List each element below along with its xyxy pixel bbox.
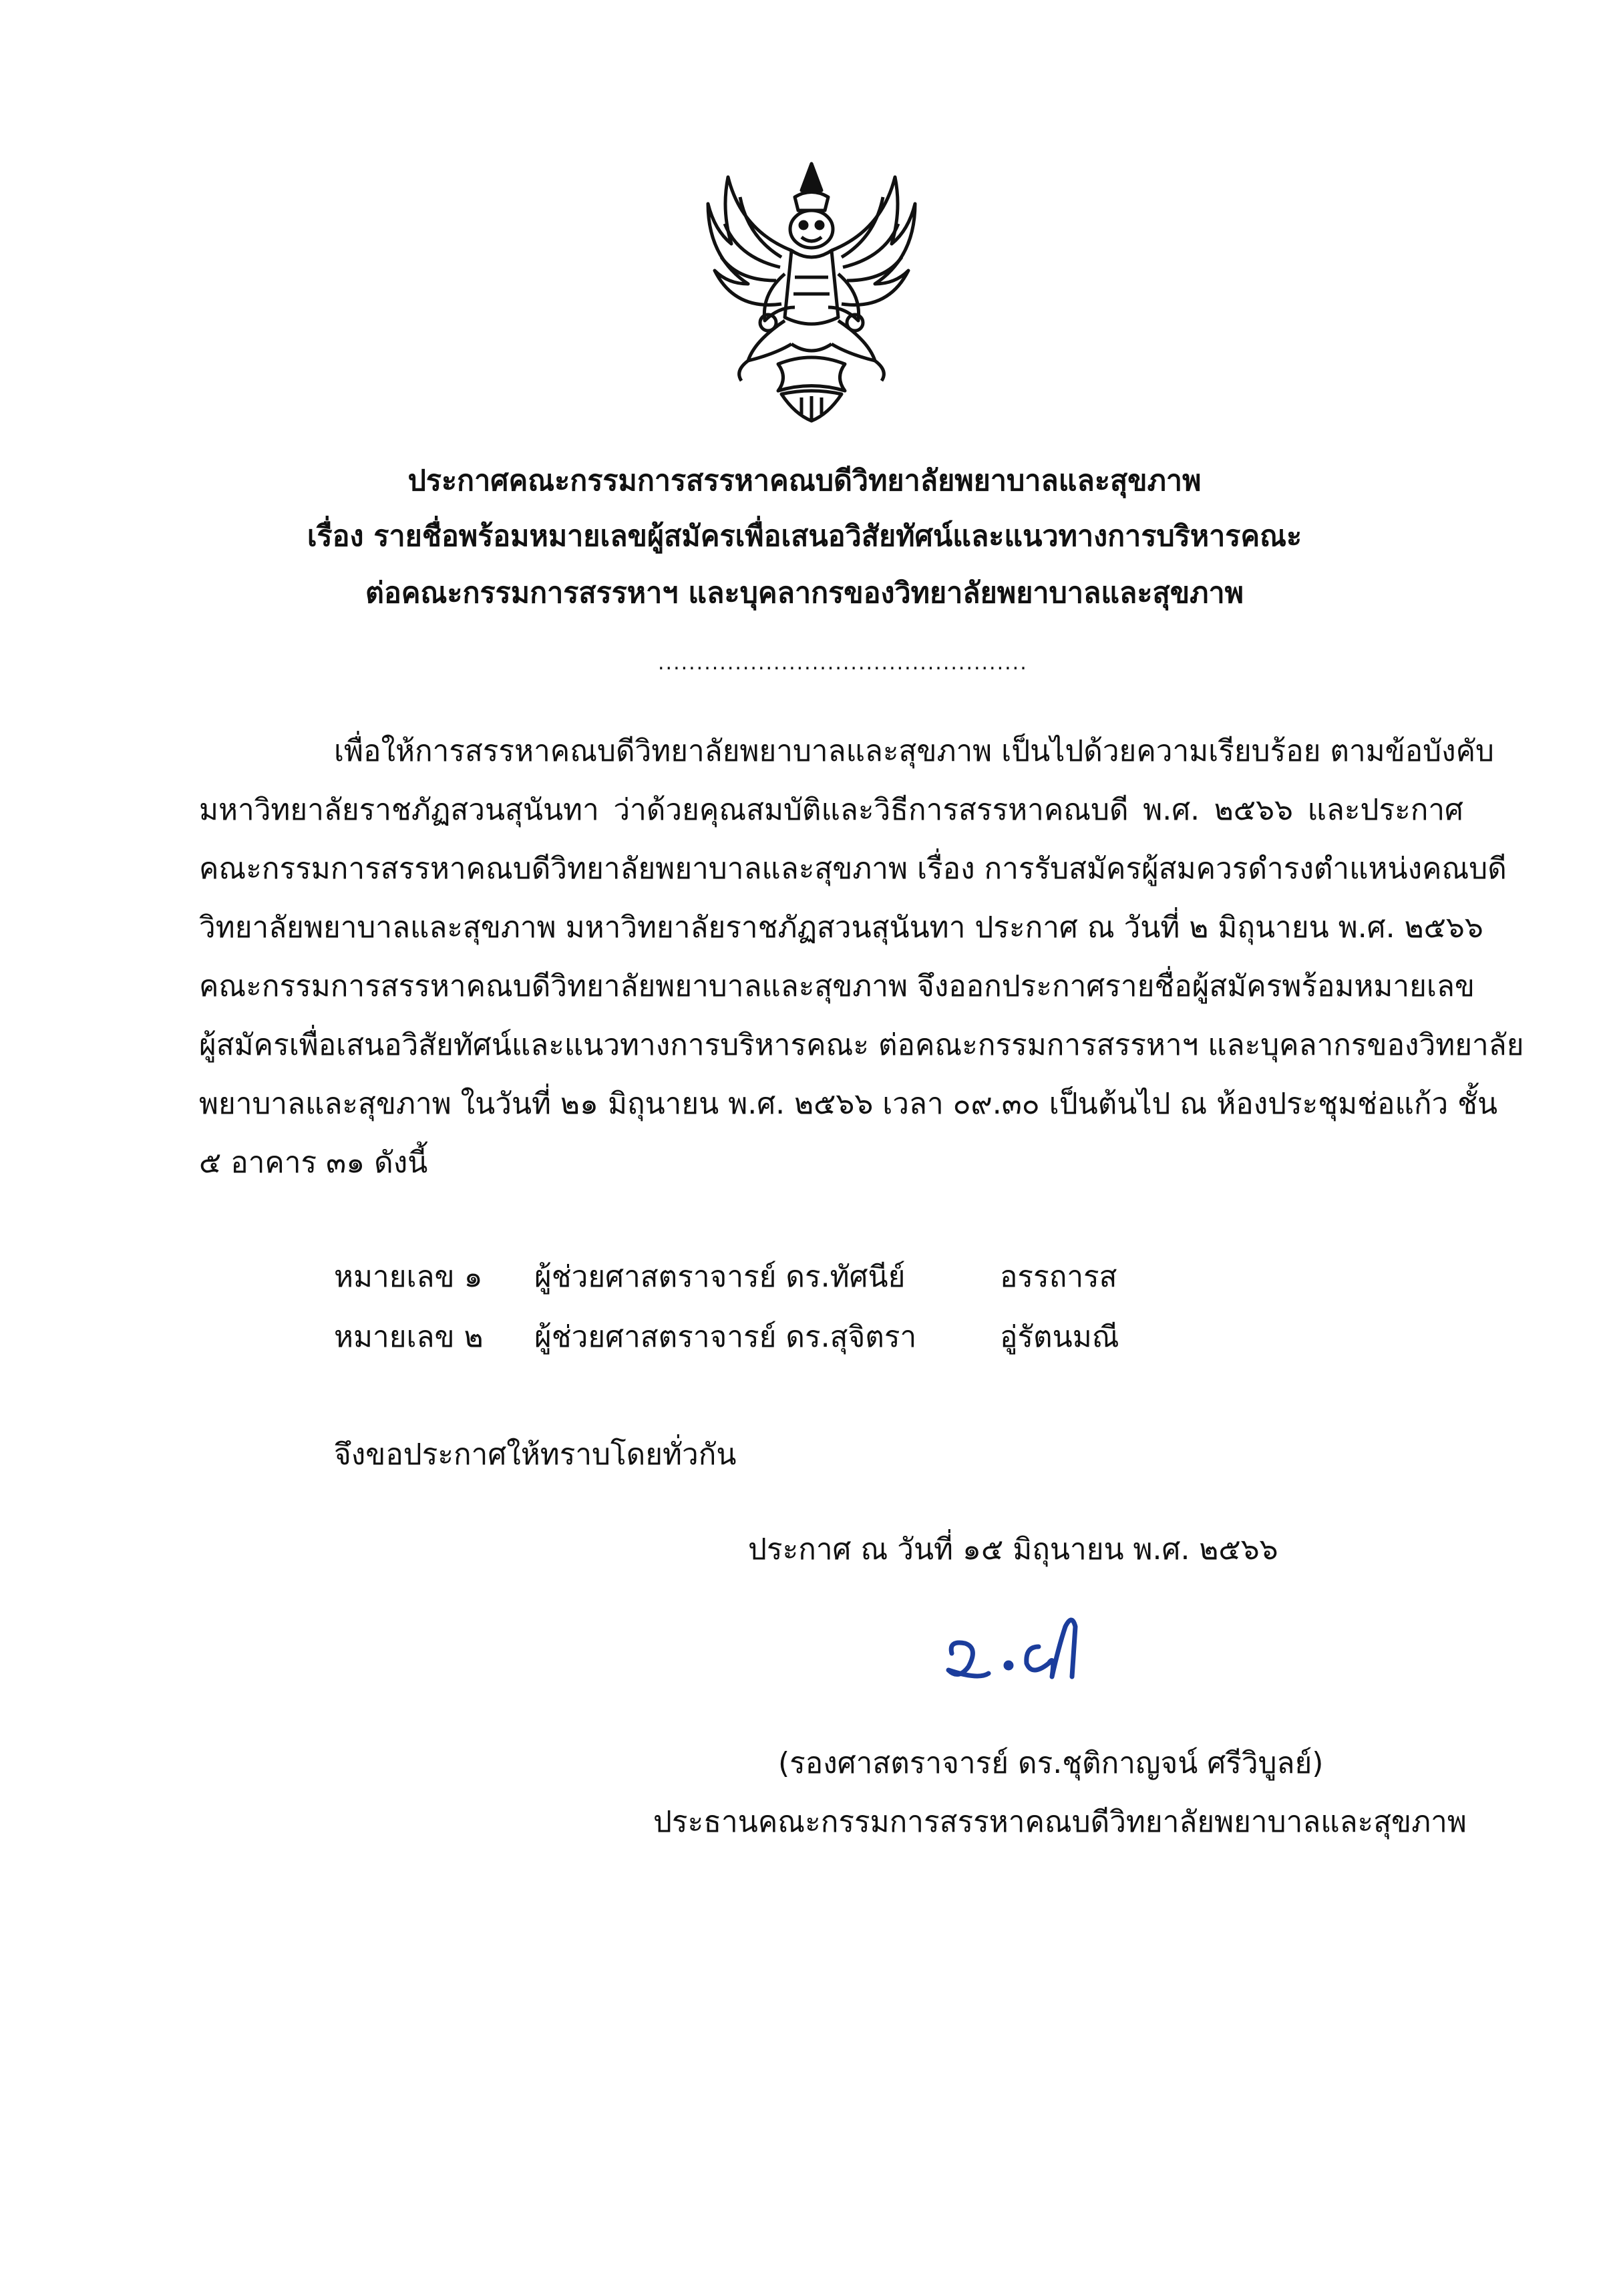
- body-line-2: มหาวิทยาลัยราชภัฏสวนสุนันทา ว่าด้วยคุณสมบัติและวิธีการสรรหาคณบดี พ.ศ. ๒๕๖๖ และประกาศ: [199, 793, 1463, 827]
- body-line-8: ๕ อาคาร ๓๑ ดังนี้: [199, 1146, 428, 1180]
- closing-statement: จึงขอประกาศให้ทราบโดยทั่วกัน: [334, 1438, 737, 1472]
- body-line-7: พยาบาลและสุขภาพ ในวันที่ ๒๑ มิถุนายน พ.ศ. ๒๕๖๖ เวลา ๐๙.๓๐ เป็นต้นไป ณ ห้องประชุมช่อแก้ว ชั้น: [199, 1087, 1498, 1121]
- candidate-number: หมายเลข ๑: [334, 1260, 483, 1294]
- garuda-emblem: [701, 150, 922, 428]
- candidate-surname: อู่รัตนมณี: [1000, 1320, 1119, 1354]
- signatory-name: (รองศาสตราจารย์ ดร.ชุติกาญจน์ ศรีวิบูลย์): [778, 1746, 1324, 1780]
- candidate-surname: อรรถารส: [1000, 1260, 1117, 1294]
- body-line-1: เพื่อให้การสรรหาคณบดีวิทยาลัยพยาบาลและสุขภาพ เป็นไปด้วยความเรียบร้อย ตามข้อบังคับ: [334, 734, 1494, 768]
- body-line-6: ผู้สมัครเพื่อเสนอวิสัยทัศน์และแนวทางการบริหารคณะ ต่อคณะกรรมการสรรหาฯ และบุคลากรของวิทยาลัย: [199, 1028, 1524, 1062]
- announcement-title: ประกาศคณะกรรมการสรรหาคณบดีวิทยาลัยพยาบาลและสุขภาพ: [407, 464, 1202, 498]
- candidate-name: ผู้ช่วยศาสตราจารย์ ดร.ทัศนีย์: [534, 1260, 906, 1294]
- candidate-number: หมายเลข ๒: [334, 1320, 484, 1354]
- body-line-3: คณะกรรมการสรรหาคณบดีวิทยาลัยพยาบาลและสุขภาพ เรื่อง การรับสมัครผู้สมควรดำรงตำแหน่งคณบดี: [199, 852, 1507, 886]
- announcement-subject-continued: ต่อคณะกรรมการสรรหาฯ และบุคลากรของวิทยาลัยพยาบาลและสุขภาพ: [365, 577, 1244, 610]
- announcement-subject: เรื่อง รายชื่อพร้อมหมายเลขผู้สมัครเพื่อเสนอวิสัยทัศน์และแนวทางการบริหารคณะ: [307, 520, 1302, 553]
- body-line-5: คณะกรรมการสรรหาคณบดีวิทยาลัยพยาบาลและสุขภาพ จึงออกประกาศรายชื่อผู้สมัครพร้อมหมายเลข: [199, 969, 1475, 1003]
- body-line-4: วิทยาลัยพยาบาลและสุขภาพ มหาวิทยาลัยราชภัฏสวนสุนันทา ประกาศ ณ วันที่ ๒ มิถุนายน พ.ศ. ๒๕๖๖: [199, 911, 1483, 945]
- title-divider: ................................................: [658, 651, 1028, 675]
- signature: [938, 1607, 1112, 1700]
- announcement-date: ประกาศ ณ วันที่ ๑๕ มิถุนายน พ.ศ. ๒๕๖๖: [748, 1532, 1278, 1567]
- signatory-position: ประธานคณะกรรมการสรรหาคณบดีวิทยาลัยพยาบาลและสุขภาพ: [653, 1805, 1467, 1839]
- candidate-name: ผู้ช่วยศาสตราจารย์ ดร.สุจิตรา: [534, 1320, 917, 1354]
